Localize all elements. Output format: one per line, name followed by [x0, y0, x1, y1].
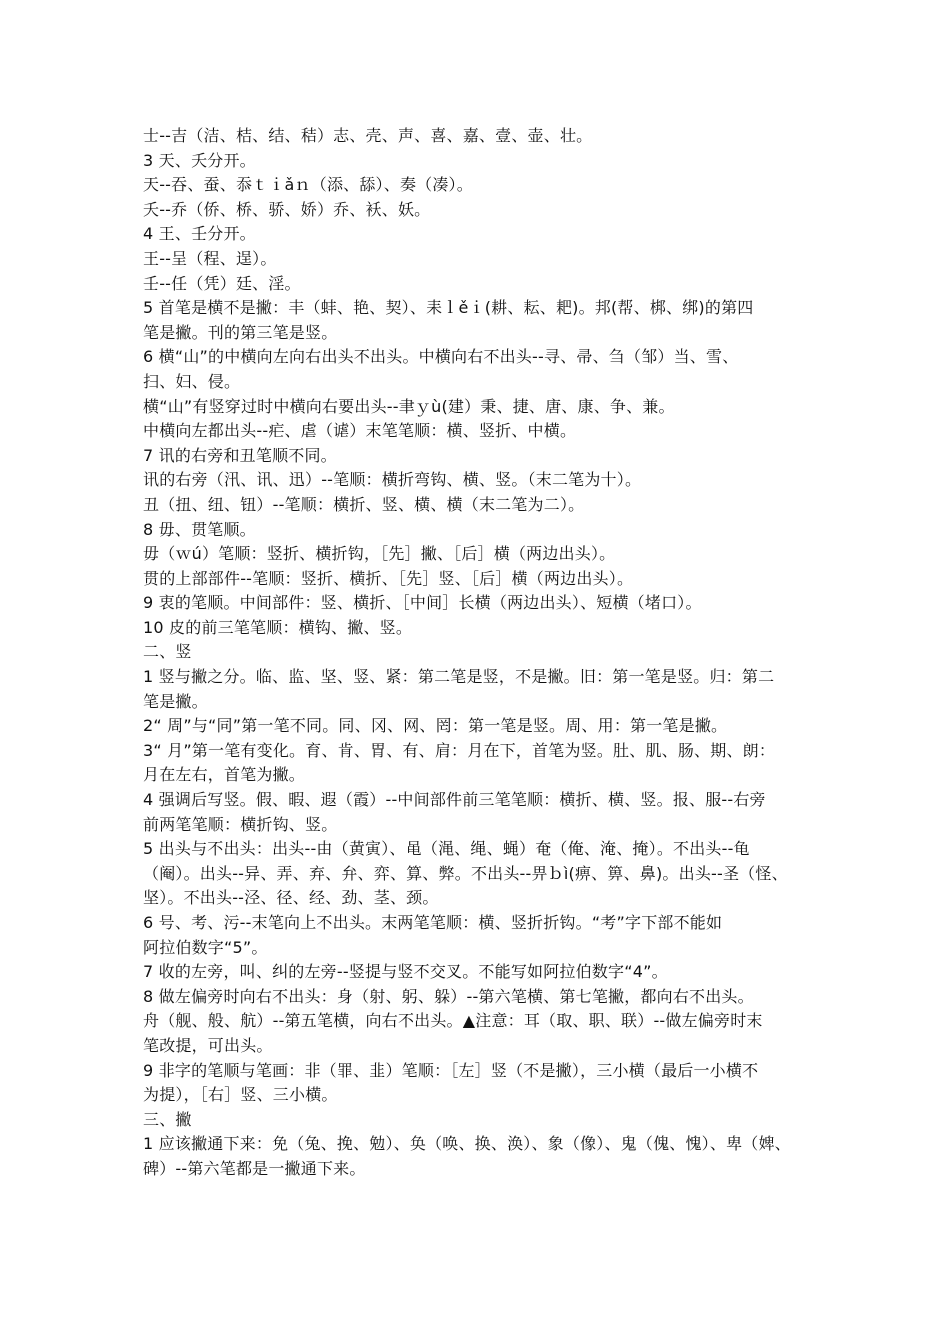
text-line: 8 毋、贯笔顺。 [143, 519, 256, 539]
text-line: 1 应该撇通下来：免（兔、挽、勉）、奂（唤、换、涣）、象（像）、鬼（傀、愧）、卑（婢、 [143, 1134, 791, 1154]
text-line: （阉）。出头--异、弄、弃、弁、弈、算、弊。不出头--畀ｂì(痹、箅、鼻)。出头--圣（怪、 [143, 863, 788, 883]
text-line: 三、撇 [143, 1109, 192, 1129]
text-line: 8 做左偏旁时向右不出头：身（射、躬、躲）--第六笔横、第七笔撇，都向右不出头。 [143, 986, 754, 1006]
text-line: 10 皮的前三笔笔顺：横钩、撇、竖。 [143, 617, 413, 637]
text-line: 4 强调后写竖。假、暇、遐（霞）--中间部件前三笔笔顺：横折、横、竖。报、服--右旁 [143, 790, 766, 810]
text-line: 1 竖与撇之分。临、监、坚、竖、紧：第二笔是竖，不是撇。旧：第一笔是竖。归：第二 [143, 667, 775, 687]
text-line: 为提），［右］竖、三小横。 [143, 1085, 338, 1105]
text-line: 讯的右旁（汛、讯、迅）--笔顺：横折弯钩、横、竖。（末二笔为十）。 [143, 470, 642, 490]
text-line: 9 非字的笔顺与笔画：非（罪、韭）笔顺：［左］竖（不是撇），三小横（最后一小横不 [143, 1060, 759, 1080]
text-line: 阿拉伯数字“5”。 [143, 937, 268, 957]
text-line: 6 号、考、污--末笔向上不出头。末两笔笔顺：横、竖折折钩。“考”字下部不能如 [143, 913, 723, 932]
text-line: 天--吞、蚕、忝ｔｉǎｎ（添、舔）、奏（凑）。 [143, 175, 473, 195]
text-line: 笔是撇。 [143, 691, 208, 711]
text-line: 夭--乔（侨、桥、骄、娇）乔、袄、妖。 [143, 199, 431, 219]
text-line: 笔改提，可出头。 [143, 1035, 273, 1055]
text-line: 2“ 周”与“同”第一笔不同。同、冈、网、罔：第一笔是竖。周、用：第一笔是撇。 [143, 716, 728, 736]
text-line: 7 收的左旁，叫、纠的左旁--竖提与竖不交叉。不能写如阿拉伯数字“4”。 [143, 962, 668, 982]
text-line: 3 天、夭分开。 [143, 150, 256, 170]
text-line: 扫、妇、侵。 [143, 371, 241, 391]
text-line: 9 衷的笔顺。中间部件：竖、横折、［中间］长横（两边出头）、短横（堵口）。 [143, 593, 702, 613]
text-line: 5 出头与不出头：出头--由（黄寅）、黾（渑、绳、蝇）奄（俺、淹、掩）。不出头--龟 [143, 839, 750, 859]
text-line: 前两笔笔顺：横折钩、竖。 [143, 814, 338, 834]
text-line: 壬--任（凭）廷、淫。 [143, 273, 301, 293]
text-line: 舟（舰、般、航）--第五笔横，向右不出头。▲注意：耳（取、职、联）--做左偏旁时末 [143, 1011, 763, 1031]
text-line: 碑）--第六笔都是一撇通下来。 [143, 1158, 366, 1178]
text-line: 中横向左都出头--疟、虐（谑）末笔笔顺：横、竖折、中横。 [143, 421, 577, 441]
text-line: 二、竖 [143, 642, 192, 662]
text-line: 丑（扭、纽、钮）--笔顺：横折、竖、横、横（末二笔为二）。 [143, 494, 585, 514]
text-line: 笔是撇。刊的第三笔是竖。 [143, 322, 338, 342]
text-line: 3“ 月”第一笔有变化。育、肯、胃、有、肩：月在下，首笔为竖。肚、肌、肠、期、朗： [143, 740, 776, 760]
text-line: 王--呈（程、逞）。 [143, 248, 277, 268]
text-line: 6 横“山”的中横向左向右出头不出头。中横向右不出头--寻、帚、刍（邹）当、雪、 [143, 347, 739, 367]
text-line: 月在左右，首笔为撇。 [143, 765, 306, 785]
text-line: 4 王、壬分开。 [143, 224, 256, 244]
text-line: 士--吉（洁、桔、结、秸）志、壳、声、喜、嘉、壹、壶、壮。 [143, 126, 593, 145]
text-line: 毋（ｗú）笔顺：竖折、横折钩，［先］撇、［后］横（两边出头）。 [143, 544, 616, 564]
text-line: 坚）。不出头--泾、径、经、劲、茎、颈。 [143, 888, 439, 908]
text-line: 贯的上部部件--笔顺：竖折、横折、［先］竖、［后］横（两边出头）。 [143, 568, 634, 588]
text-line: 7 讯的右旁和丑笔顺不同。 [143, 445, 337, 465]
text-line: 横“山”有竖穿过时中横向右要出头--聿ｙù(建）秉、捷、唐、康、争、兼。 [143, 396, 675, 416]
text-line: 5 首笔是横不是撇：丰（蚌、艳、契）、耒ｌěｉ(耕、耘、耙)。邦(帮、梆、绑)的第四 [143, 298, 754, 318]
document-body [143, 124, 833, 1182]
